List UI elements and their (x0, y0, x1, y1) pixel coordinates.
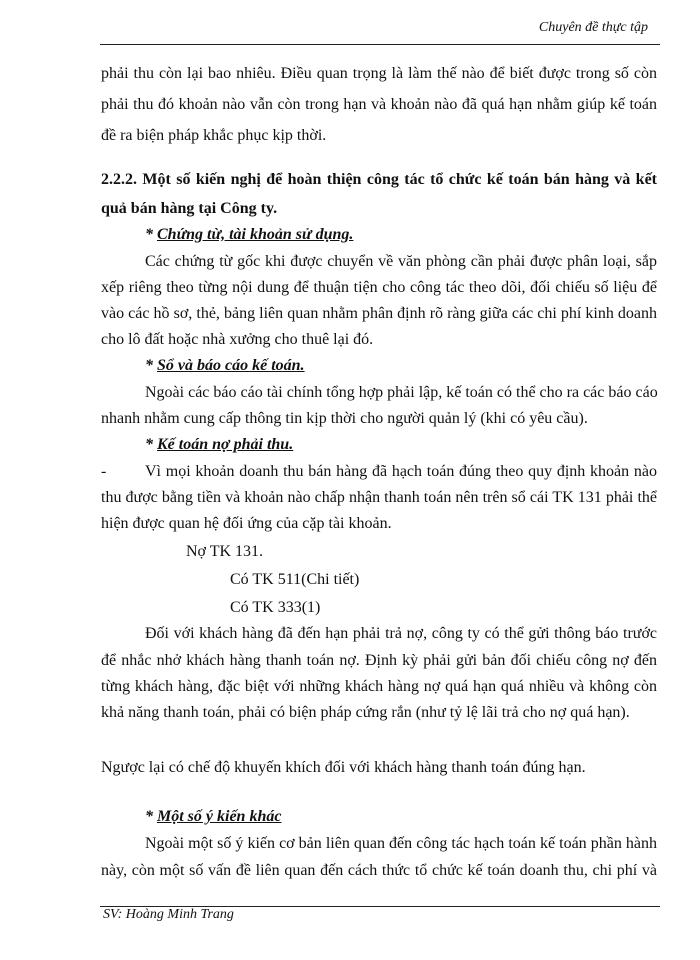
paragraph-line: để nhắc nhở khách hàng thanh toán nợ. Định kỳ phải gửi bản đối chiếu công nợ đến (101, 652, 657, 669)
subheading (145, 806, 281, 828)
list-bullet: - (101, 463, 107, 480)
paragraph-line: thu được bằng tiền và khoản nào chấp nhận thanh toán nên trên sổ cái TK 131 phải thể (101, 489, 657, 506)
paragraph-line: Các chứng từ gốc khi được chuyển về văn phòng cần phải được phân loại, sắp (145, 253, 657, 270)
subheading-marker: * (145, 357, 157, 374)
paragraph-line: nhanh nhằm cung cấp thông tin kịp thời cho người quản lý (khi có yêu cầu). (101, 410, 588, 427)
journal-entry-credit: Có TK 511(Chi tiết) (230, 571, 360, 588)
section-heading: quả bán hàng tại Công ty. (101, 200, 278, 217)
journal-entry-credit: Có TK 333(1) (230, 599, 321, 616)
subheading (145, 355, 305, 377)
paragraph-line: từng khách hàng, đặc biệt với những khách hàng nợ quá hạn quá nhiều và không còn (101, 678, 657, 695)
subheading-text: Kế toán nợ phải thu. (157, 436, 294, 453)
header-divider (100, 44, 660, 45)
page-header-title: Chuyên đề thực tập (538, 20, 648, 35)
subheading (145, 434, 293, 456)
subheading-text: Chứng từ, tài khoản sử dụng. (157, 226, 354, 243)
subheading-text: Sổ và báo cáo kế toán. (157, 357, 305, 374)
paragraph-line: Vì mọi khoản doanh thu bán hàng đã hạch toán đúng theo quy định khoản nào (145, 463, 657, 480)
paragraph-line: này, còn một số vấn đề liên quan đến cách thức tổ chức kế toán doanh thu, chi phí và (101, 862, 657, 879)
subheading-marker: * (145, 226, 157, 243)
paragraph-line: xếp riêng theo từng nội dung để thuận tiện cho công tác theo dõi, đối chiếu số liệu để (101, 279, 657, 296)
paragraph-line: Ngược lại có chế độ khuyến khích đối với khách hàng thanh toán đúng hạn. (101, 759, 586, 776)
paragraph-line: đề ra biện pháp khắc phục kịp thời. (101, 127, 327, 144)
subheading (145, 224, 353, 246)
paragraph-line: phải thu còn lại bao nhiêu. Điều quan trọng là làm thế nào để biết được trong số còn (101, 65, 657, 82)
paragraph-line: Ngoài các báo cáo tài chính tổng hợp phải lập, kế toán có thể cho ra các báo cáo (145, 384, 658, 401)
paragraph-line: vào các hồ sơ, thẻ, bảng liên quan nhằm phân định rõ ràng giữa các chi phí kinh doanh (101, 305, 657, 322)
paragraph-line: Ngoài một số ý kiến cơ bản liên quan đến công tác hạch toán kế toán phần hành (145, 835, 657, 852)
paragraph-line: khả năng thanh toán, phải có biện pháp cứng rắn (như tỷ lệ lãi trả cho nợ quá hạn). (101, 704, 630, 721)
paragraph-line: hiện được quan hệ đối ứng của cặp tài khoản. (101, 515, 392, 532)
paragraph-line: phải thu đó khoản nào vẫn còn trong hạn và khoản nào đã quá hạn nhằm giúp kế toán (101, 96, 657, 113)
section-heading: 2.2.2. Một số kiến nghị để hoàn thiện công tác tổ chức kế toán bán hàng và kết (101, 171, 657, 188)
paragraph-line: Đối với khách hàng đã đến hạn phải trả nợ, công ty có thể gửi thông báo trước (145, 625, 657, 642)
subheading-text: Một số ý kiến khác (157, 808, 282, 825)
subheading-marker: * (145, 808, 157, 825)
journal-entry-debit: Nợ TK 131. (186, 543, 264, 560)
paragraph-line: cho lô đất hoặc nhà xưởng cho thuê lại đó. (101, 331, 374, 348)
footer-author: SV: Hoàng Minh Trang (103, 907, 234, 922)
subheading-marker: * (145, 436, 157, 453)
